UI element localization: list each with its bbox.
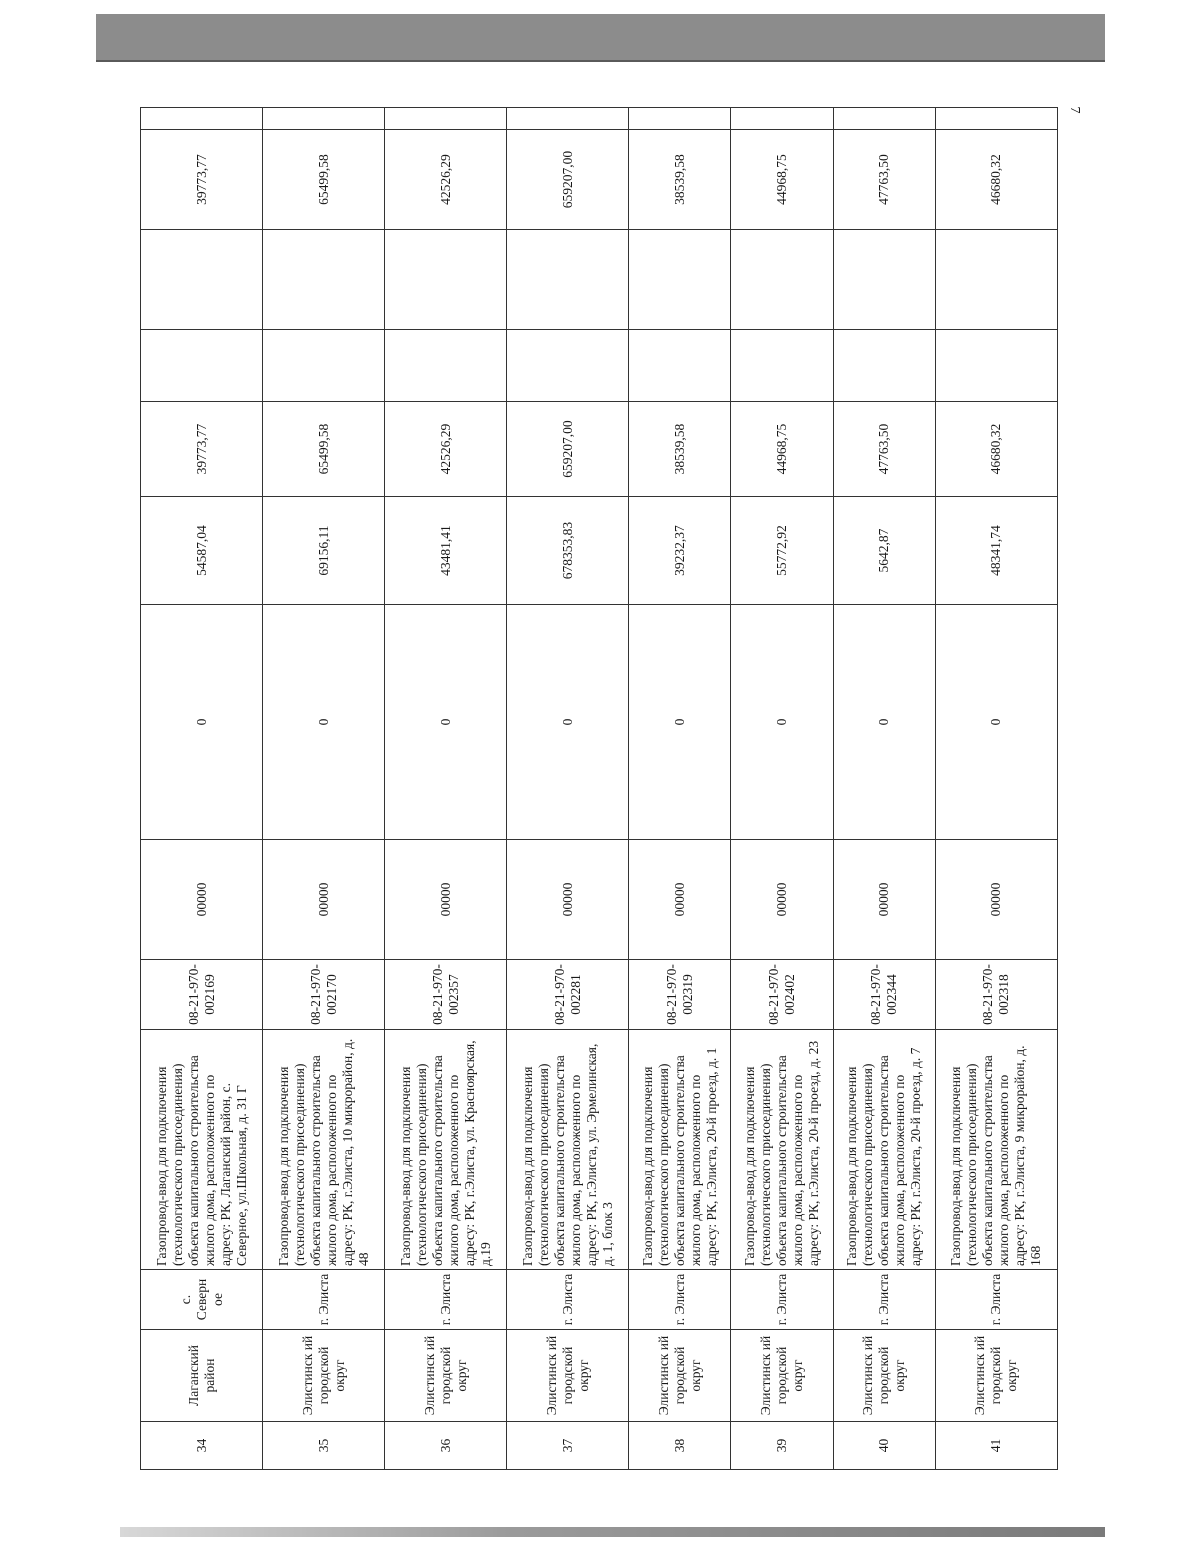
empty-cell (141, 330, 263, 402)
value-cell: 65499,58 (263, 130, 385, 230)
zero-value-cell: 0 (507, 605, 629, 840)
scan-footer-bar (120, 1527, 1105, 1537)
table-row (935, 108, 1057, 1470)
value-cell: 39232,37 (629, 497, 731, 605)
locality-cell: г. Элиста (507, 1270, 629, 1330)
zero-value-cell: 0 (141, 605, 263, 840)
value-cell: 38539,58 (629, 130, 731, 230)
object-description-cell: Газопровод-ввод для подключения (технологического присоединения) объекта капитального строительства жилого дома, расположенного по адресу: РК, г.Элиста, ул. Красноярская, д.19 (385, 1030, 507, 1270)
object-description-cell: Газопровод-ввод для подключения (технологического присоединения) объекта капитального строительства жилого дома, расположенного по адресу: РК, г.Элиста, 9 микрорайон, д. 168 (935, 1030, 1057, 1270)
row-number: 36 (385, 1422, 507, 1470)
empty-cell (629, 230, 731, 330)
zero-value-cell: 0 (731, 605, 833, 840)
locality-cell: г. Элиста (731, 1270, 833, 1330)
locality-cell: г. Элиста (385, 1270, 507, 1330)
value-cell: 44968,75 (731, 130, 833, 230)
locality-cell: г. Элиста (935, 1270, 1057, 1330)
code-cell: 00000 (833, 840, 935, 960)
value-cell: 69156,11 (263, 497, 385, 605)
table-row (263, 108, 385, 1470)
empty-cell (263, 108, 385, 130)
value-cell: 46680,32 (935, 402, 1057, 497)
empty-cell (385, 230, 507, 330)
municipality-cell: Элистинск ий городской округ (731, 1330, 833, 1422)
empty-cell (935, 330, 1057, 402)
empty-cell (141, 108, 263, 130)
table-row (507, 108, 629, 1470)
value-cell: 43481,41 (385, 497, 507, 605)
empty-cell (731, 330, 833, 402)
cadastral-number-cell: 08-21-970-002281 (507, 960, 629, 1030)
empty-cell (507, 230, 629, 330)
municipality-cell: Элистинск ий городской округ (833, 1330, 935, 1422)
empty-cell (263, 330, 385, 402)
value-cell: 5642,87 (833, 497, 935, 605)
value-cell: 39773,77 (141, 402, 263, 497)
row-number: 38 (629, 1422, 731, 1470)
object-description-cell: Газопровод-ввод для подключения (технологического присоединения) объекта капитального строительства жилого дома, расположенного по адресу: РК, г.Элиста, 20-й проезд, д. 7 (833, 1030, 935, 1270)
value-cell: 65499,58 (263, 402, 385, 497)
value-cell: 55772,92 (731, 497, 833, 605)
registry-table (140, 107, 1058, 1470)
value-cell: 42526,29 (385, 402, 507, 497)
value-cell: 42526,29 (385, 130, 507, 230)
locality-cell: г. Элиста (263, 1270, 385, 1330)
empty-cell (507, 108, 629, 130)
cadastral-number-cell: 08-21-970-002318 (935, 960, 1057, 1030)
value-cell: 659207,00 (507, 402, 629, 497)
table-row (385, 108, 507, 1470)
empty-cell (833, 230, 935, 330)
municipality-cell: Элистинск ий городской округ (507, 1330, 629, 1422)
value-cell: 48341,74 (935, 497, 1057, 605)
zero-value-cell: 0 (263, 605, 385, 840)
row-number: 35 (263, 1422, 385, 1470)
value-cell: 47763,50 (833, 402, 935, 497)
table-row (141, 108, 263, 1470)
municipality-cell: Элистинск ий городской округ (385, 1330, 507, 1422)
table-body (141, 108, 1058, 1470)
empty-cell (263, 230, 385, 330)
cadastral-number-cell: 08-21-970-002402 (731, 960, 833, 1030)
cadastral-number-cell: 08-21-970-002170 (263, 960, 385, 1030)
municipality-cell: Элистинск ий городской округ (935, 1330, 1057, 1422)
object-description-cell: Газопровод-ввод для подключения (технологического присоединения) объекта капитального строительства жилого дома, расположенного по адресу: РК, г.Элиста, ул. Эрмелинская, д. 1, блок 3 (507, 1030, 629, 1270)
table-row (833, 108, 935, 1470)
value-cell: 39773,77 (141, 130, 263, 230)
municipality-cell: Лаганский район (141, 1330, 263, 1422)
municipality-cell: Элистинск ий городской округ (263, 1330, 385, 1422)
zero-value-cell: 0 (935, 605, 1057, 840)
row-number: 41 (935, 1422, 1057, 1470)
empty-cell (629, 330, 731, 402)
zero-value-cell: 0 (833, 605, 935, 840)
code-cell: 00000 (507, 840, 629, 960)
object-description-cell: Газопровод-ввод для подключения (технологического присоединения) объекта капитального строительства жилого дома, расположенного по адресу: РК, г.Элиста, 20-й проезд, д. 23 (731, 1030, 833, 1270)
empty-cell (935, 108, 1057, 130)
page-number: 7 (1067, 106, 1082, 114)
code-cell: 00000 (935, 840, 1057, 960)
locality-cell: с. Северн ое (141, 1270, 263, 1330)
empty-cell (507, 330, 629, 402)
code-cell: 00000 (141, 840, 263, 960)
object-description-cell: Газопровод-ввод для подключения (технологического присоединения) объекта капитального строительства жилого дома, расположенного по адресу: РК, Лаганский район, с. Северное, ул.Школьная, д. 31 Г (141, 1030, 263, 1270)
table-row (731, 108, 833, 1470)
code-cell: 00000 (629, 840, 731, 960)
empty-cell (833, 108, 935, 130)
rotated-table-container (140, 108, 1058, 1470)
zero-value-cell: 0 (629, 605, 731, 840)
value-cell: 659207,00 (507, 130, 629, 230)
value-cell: 47763,50 (833, 130, 935, 230)
row-number: 39 (731, 1422, 833, 1470)
value-cell: 54587,04 (141, 497, 263, 605)
empty-cell (385, 330, 507, 402)
object-description-cell: Газопровод-ввод для подключения (технологического присоединения) объекта капитального строительства жилого дома, расположенного по адресу: РК, г.Элиста, 20-й проезд, д. 1 (629, 1030, 731, 1270)
zero-value-cell: 0 (385, 605, 507, 840)
cadastral-number-cell: 08-21-970-002357 (385, 960, 507, 1030)
locality-cell: г. Элиста (833, 1270, 935, 1330)
cadastral-number-cell: 08-21-970-002169 (141, 960, 263, 1030)
cadastral-number-cell: 08-21-970-002319 (629, 960, 731, 1030)
empty-cell (731, 108, 833, 130)
empty-cell (731, 230, 833, 330)
empty-cell (833, 330, 935, 402)
table-row (629, 108, 731, 1470)
value-cell: 44968,75 (731, 402, 833, 497)
code-cell: 00000 (731, 840, 833, 960)
empty-cell (385, 108, 507, 130)
cadastral-number-cell: 08-21-970-002344 (833, 960, 935, 1030)
object-description-cell: Газопровод-ввод для подключения (технологического присоединения) объекта капитального строительства жилого дома, расположенного по адресу: РК, г.Элиста, 10 микрорайон, д. 48 (263, 1030, 385, 1270)
municipality-cell: Элистинск ий городской округ (629, 1330, 731, 1422)
value-cell: 46680,32 (935, 130, 1057, 230)
locality-cell: г. Элиста (629, 1270, 731, 1330)
empty-cell (935, 230, 1057, 330)
row-number: 34 (141, 1422, 263, 1470)
row-number: 37 (507, 1422, 629, 1470)
scan-header-bar (96, 14, 1105, 62)
value-cell: 678353,83 (507, 497, 629, 605)
code-cell: 00000 (385, 840, 507, 960)
row-number: 40 (833, 1422, 935, 1470)
empty-cell (141, 230, 263, 330)
empty-cell (629, 108, 731, 130)
code-cell: 00000 (263, 840, 385, 960)
value-cell: 38539,58 (629, 402, 731, 497)
